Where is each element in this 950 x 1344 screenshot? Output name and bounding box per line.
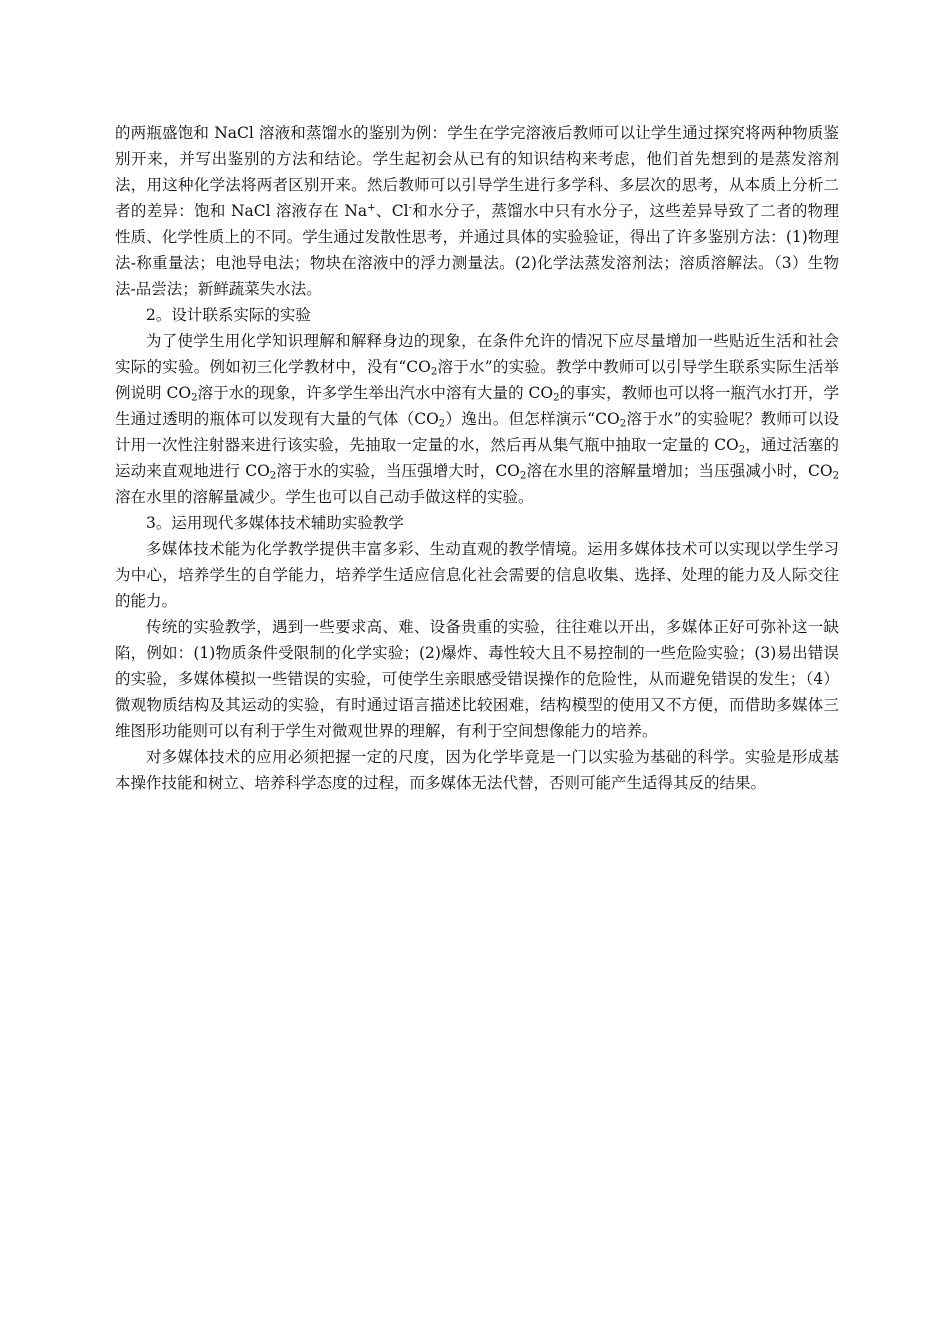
subscript: 2	[438, 418, 446, 430]
subscript: 2	[619, 418, 627, 430]
text-run: 溶在水里的溶解量增加；当压强减小时，CO	[526, 462, 833, 480]
paragraph-multimedia-limits: 对多媒体技术的应用必须把握一定的尺度，因为化学毕竟是一门以实验为基础的科学。实验是形成基本操作技能和树立、培养科学态度的过程，而多媒体无法代替，否则可能产生适得其反的结果。	[115, 748, 839, 792]
text-run: 溶在水里的溶解量减少。学生也可以自己动手做这样的实验。	[115, 488, 534, 506]
text-run: 、Cl	[375, 202, 409, 220]
paragraph-nacl-example	[115, 120, 839, 302]
subscript: 2	[519, 470, 527, 482]
subscript: 2	[553, 392, 560, 404]
text-run: ）逸出。但怎样演示“CO	[445, 410, 620, 428]
text-run: 溶于水的现象，许多学生举出汽水中溶有大量的 CO	[197, 384, 554, 402]
text-run: 和水分子，蒸馏水中只有水分子，这些差异导致了二者的物理性质、化学性质上的不同。学生通过发散性思考，并通过具体的实验验证，得出了许多鉴别方法：(1)物理法-称重量法；电池导电法；物块在溶液中的浮力测量法。(2)化学法蒸发溶剂法；溶质溶解法。（3）生物法-品尝法；新鲜蔬菜失水法。	[115, 202, 839, 298]
superscript: -	[408, 202, 412, 214]
text-run: 溶于水的实验，当压强增大时，CO	[276, 462, 520, 480]
subscript: 2	[269, 470, 277, 482]
text-run: ，通过活塞的运动来直观地进行 CO	[115, 436, 839, 480]
document-page	[115, 120, 839, 796]
text-run: 溶于水”的实验呢？教师可以设计用一次性注射器来进行该实验，先抽取一定量的水，然后再从集气瓶中抽取一定量的 CO	[115, 410, 839, 454]
text-run: 的事实，教师也可以将一瓶汽水打开，学生通过透明的瓶体可以发现有大量的气体（CO	[115, 384, 840, 428]
subscript: 2	[430, 366, 438, 378]
section-heading-2: 2。设计联系实际的实验	[146, 306, 311, 324]
text-run: 为了使学生用化学知识理解和解释身边的现象，在条件允许的情况下应尽量增加一些贴近生活和社会实际的实验。例如初三化学教材中，没有“CO	[115, 332, 839, 376]
subscript: 2	[832, 470, 839, 482]
section-heading-3: 3。运用现代多媒体技术辅助实验教学	[146, 514, 404, 532]
text-run: 的两瓶盛饱和 NaCl 溶液和蒸馏水的鉴别为例：学生在学完溶液后教师可以让学生通过探究将两种物质鉴别开来，并写出鉴别的方法和结论。学生起初会从已有的知识结构来考虑，他们首先想到的是蒸发溶剂法，用这种化学法将两者区别开来。然后教师可以引导学生进行多学科、多层次的思考，从本质上分析二者的差异：饱和 NaCl 溶液存在 Na	[115, 124, 839, 220]
paragraph-multimedia-intro: 多媒体技术能为化学教学提供丰富多彩、生动直观的教学情境。运用多媒体技术可以实现以学生学习为中心，培养学生的自学能力，培养学生适应信息化社会需要的信息收集、选择、处理的能力及人际交往的能力。	[115, 540, 839, 610]
paragraph-traditional-experiments: 传统的实验教学，遇到一些要求高、难、设备贵重的实验，往往难以开出，多媒体正好可弥补这一缺陷，例如：(1)物质条件受限制的化学实验；(2)爆炸、毒性较大且不易控制的一些危险实验；(3)易出错误的实验，多媒体模拟一些错误的实验，可使学生亲眼感受错误操作的危险性，从而避免错误的发生；（4）微观物质结构及其运动的实验，有时通过语言描述比较困难，结构模型的使用又不方便，而借助多媒体三维图形功能则可以有利于学生对微观世界的理解，有利于空间想像能力的培养。	[115, 618, 839, 740]
paragraph-co2-experiment	[115, 328, 839, 510]
subscript: 2	[738, 444, 746, 456]
subscript: 2	[191, 392, 198, 404]
superscript: +	[367, 202, 376, 214]
text-run: 溶于水”的实验。教学中教师可以引导学生联系实际生活举例说明 CO	[115, 358, 839, 402]
